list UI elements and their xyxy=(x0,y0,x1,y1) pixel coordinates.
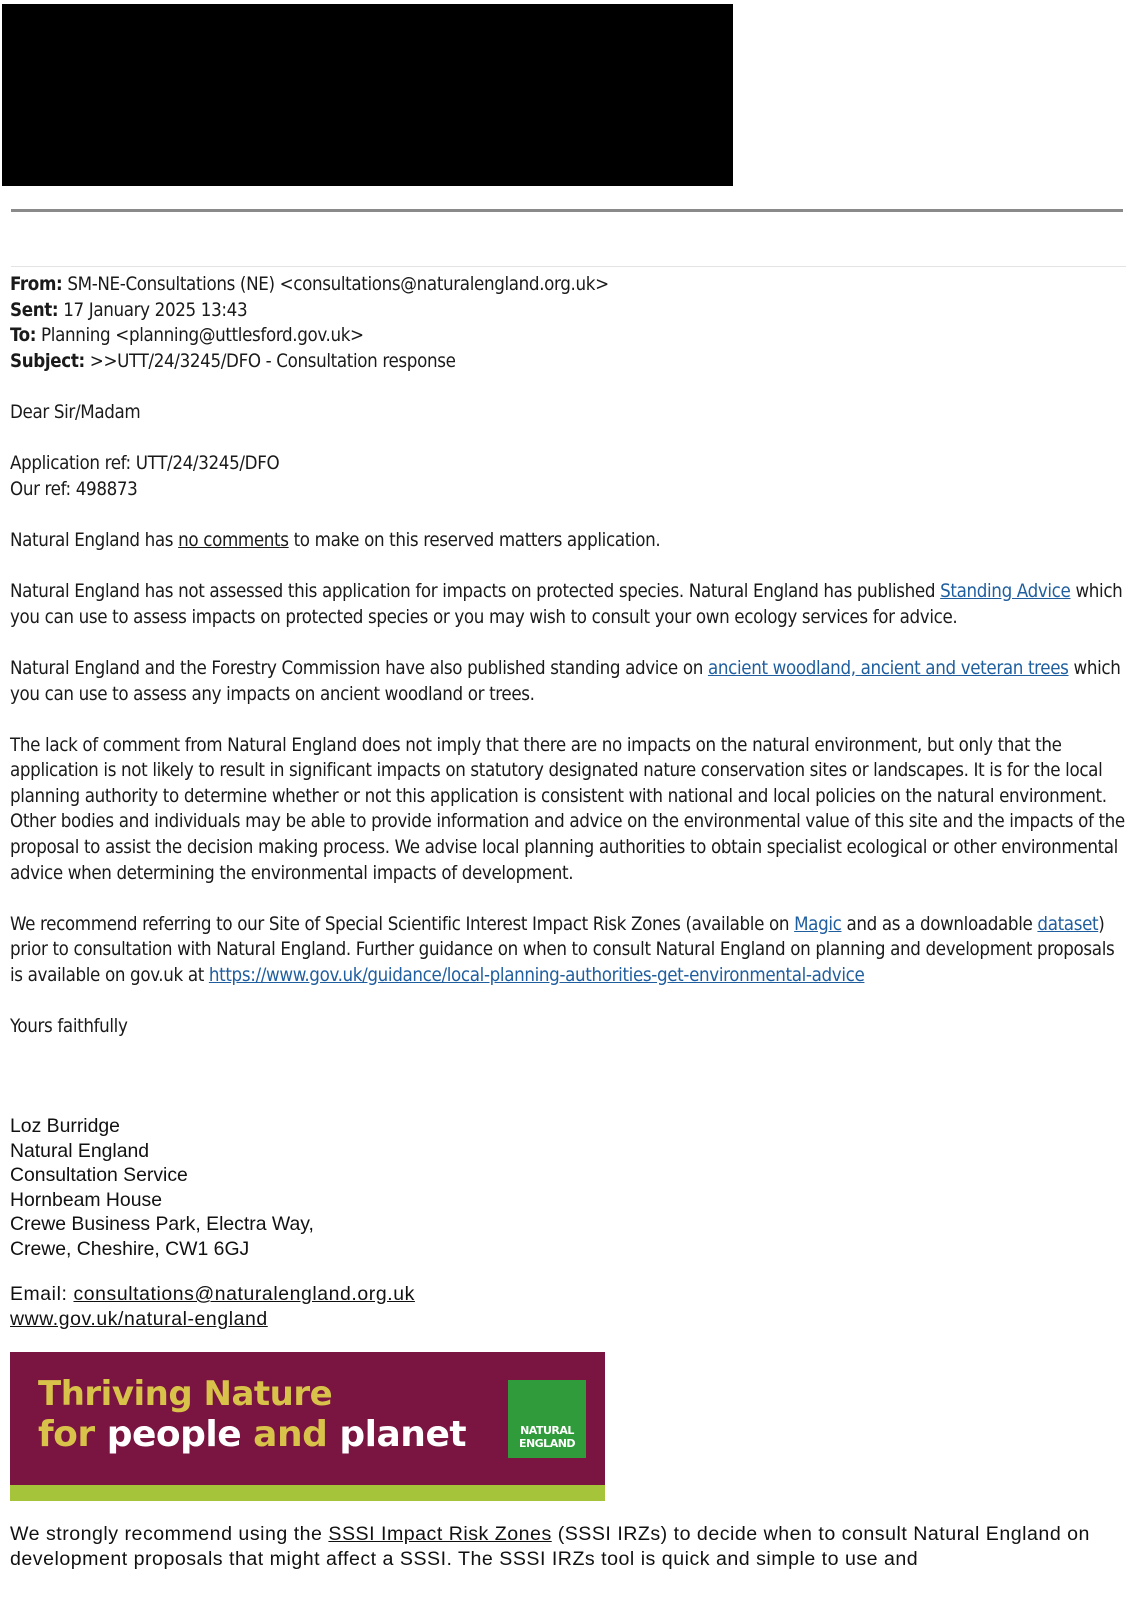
logo-line-2: ENGLAND xyxy=(518,1437,576,1450)
banner-for: for xyxy=(38,1414,107,1455)
p3-text-a: Natural England and the Forestry Commission have also published standing advice on xyxy=(10,657,708,679)
p5-text-c: ) prior to consultation with Natural England. Further guidance on when to consult Natural England on planning and development proposals is available on gov.uk at xyxy=(10,913,1115,987)
p2-text-a: Natural England has not assessed this application for impacts on protected species. Natural England has published xyxy=(10,581,941,603)
footer-text-a: We strongly recommend using the xyxy=(10,1523,329,1545)
sssi-footer-paragraph xyxy=(10,1522,1125,1571)
our-ref: Our ref: 498873 xyxy=(10,478,138,500)
signature-block xyxy=(10,1114,314,1261)
redaction-block xyxy=(2,4,733,186)
email-body xyxy=(10,272,1125,1065)
header-divider xyxy=(11,209,1123,212)
banner-people: people xyxy=(106,1414,242,1455)
signature-address-1: Hornbeam House xyxy=(10,1188,162,1211)
sent-value: 17 January 2025 13:43 xyxy=(63,299,248,321)
closing: Yours faithfully xyxy=(10,1016,128,1038)
p3-text-b: which you can use to assess any impacts on ancient woodland or trees. xyxy=(10,657,1121,705)
magic-link[interactable]: Magic xyxy=(794,913,842,935)
p5-text-a: We recommend referring to our Site of Special Scientific Interest Impact Risk Zones (available on xyxy=(10,913,795,935)
paragraph-lack-of-comment: The lack of comment from Natural England does not imply that there are no impacts on the natural environment, but only that the application is not likely to result in significant impacts on statutory designated nature conservation sites or landscapes. It is for the local planning authority to determine whether or not this application is consistent with national and local policies on the natural environment. Other bodies and individuals may be able to provide information and advice on the environmental value of this site and the impacts of the proposal to assist the decision making process. We advise local planning authorities to obtain specialist ecological or other environmental advice when determining the environmental impacts of development. xyxy=(10,734,1125,884)
banner-green-stripe xyxy=(10,1485,605,1501)
banner-and: and xyxy=(241,1414,340,1455)
natural-england-logo xyxy=(508,1380,586,1458)
guidance-url-link[interactable]: https://www.gov.uk/guidance/local-planning-authorities-get-environmental-advice xyxy=(208,965,865,987)
p2-text-b: which you can use to assess impacts on protected species or you may wish to consult your own ecology services for advice. xyxy=(10,581,1123,628)
email-header xyxy=(10,272,1125,374)
ancient-woodland-link[interactable]: ancient woodland, ancient and veteran trees xyxy=(707,657,1069,679)
references xyxy=(10,451,1125,502)
application-ref: Application ref: UTT/24/3245/DFO xyxy=(10,453,280,475)
contact-block xyxy=(10,1282,415,1331)
banner-line-1: Thriving Nature xyxy=(38,1374,333,1414)
signature-service: Consultation Service xyxy=(10,1164,188,1186)
paragraph-ancient-woodland xyxy=(10,656,1125,707)
signature-org: Natural England xyxy=(10,1139,150,1162)
greeting: Dear Sir/Madam xyxy=(10,401,141,423)
from-value: SM-NE-Consultations (NE) <consultations@naturalengland.org.uk> xyxy=(67,274,609,295)
dataset-link[interactable]: dataset xyxy=(1037,913,1099,935)
logo-line-1: NATURAL xyxy=(520,1424,574,1437)
paragraph-no-comments xyxy=(10,528,1125,554)
email-label: Email: xyxy=(10,1283,74,1305)
banner-line-2 xyxy=(38,1414,466,1455)
paragraph-sssi-recommendation xyxy=(10,912,1125,989)
subject-label: Subject: xyxy=(10,350,85,372)
header-divider-thin xyxy=(11,266,1126,267)
p1-text-b: to make on this reserved matters application. xyxy=(288,529,661,551)
p1-text-a: Natural England has xyxy=(10,529,179,551)
to-value: Planning <planning@uttlesford.gov.uk> xyxy=(41,325,364,347)
standing-advice-link[interactable]: Standing Advice xyxy=(940,581,1071,603)
footer-text-b: (SSSI IRZs) to decide when to consult Natural England on development proposals that might affect a SSSI. The SSSI IRZs tool is quick and simple to use and xyxy=(10,1523,1090,1570)
sent-label: Sent: xyxy=(10,299,59,321)
thriving-nature-banner xyxy=(10,1352,605,1501)
to-label: To: xyxy=(10,325,37,347)
signature-address-3: Crewe, Cheshire, CW1 6GJ xyxy=(10,1237,250,1260)
banner-planet: planet xyxy=(339,1414,467,1455)
website-link[interactable]: www.gov.uk/natural-england xyxy=(10,1307,268,1330)
sssi-irz-link[interactable]: SSSI Impact Risk Zones xyxy=(328,1523,552,1545)
no-comments-emphasis: no comments xyxy=(178,529,289,551)
paragraph-protected-species xyxy=(10,579,1125,630)
contact-email-link[interactable]: consultations@naturalengland.org.uk xyxy=(73,1283,415,1305)
signature-name: Loz Burridge xyxy=(10,1115,120,1137)
from-label: From: xyxy=(10,274,63,295)
p5-text-b: and as a downloadable xyxy=(841,913,1038,935)
signature-address-2: Crewe Business Park, Electra Way, xyxy=(10,1213,314,1235)
subject-value: >>UTT/24/3245/DFO - Consultation response xyxy=(89,350,456,372)
